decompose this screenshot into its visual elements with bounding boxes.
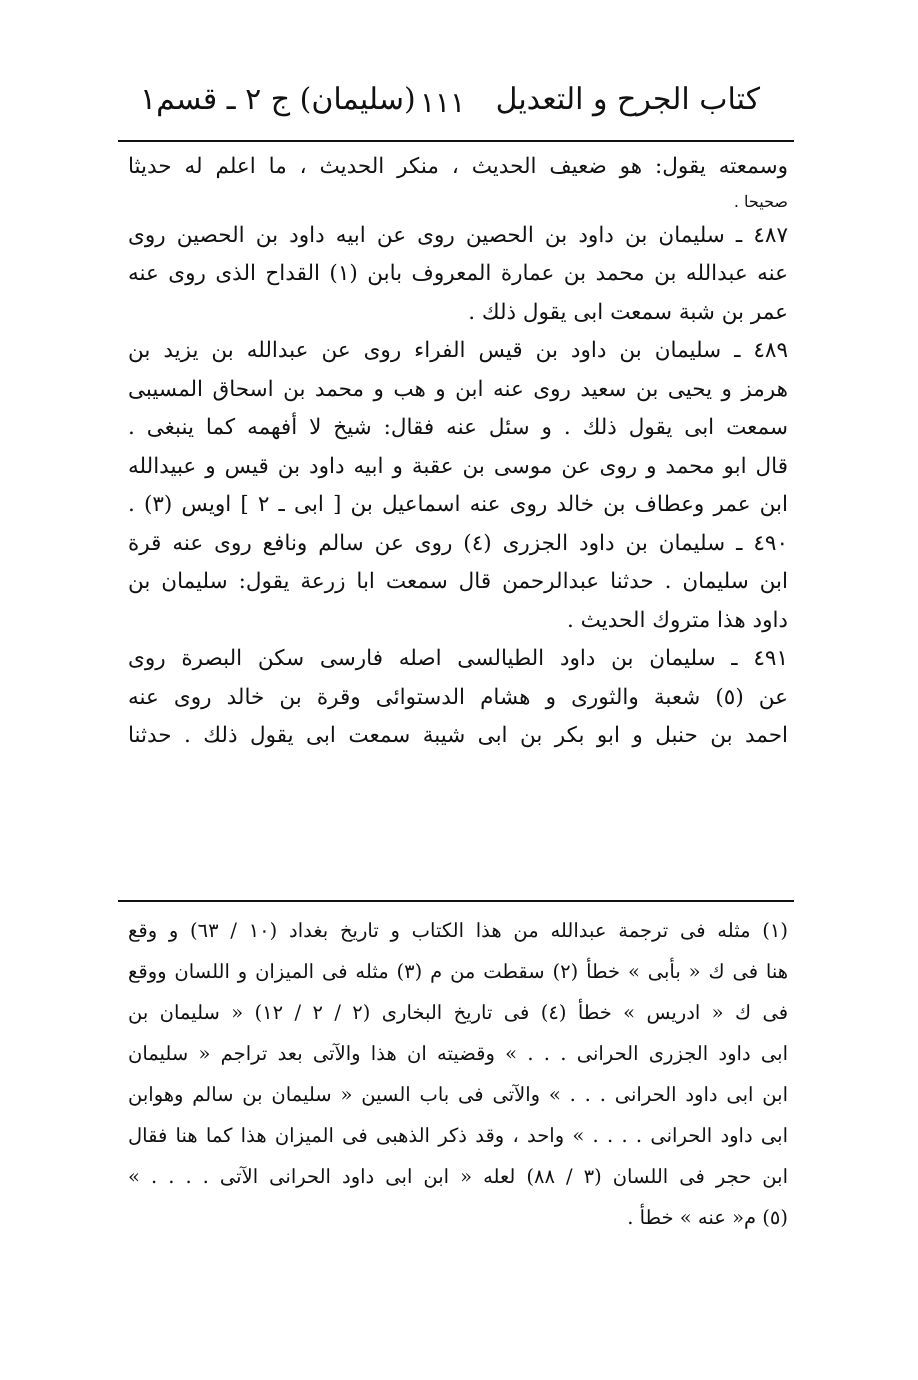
entry-491-line: ٤٩١ ـ سليمان بن داود الطيالسى اصله فارسى سكن البصرة روى — [128, 646, 788, 671]
section-label: (سليمان) ج ٢ ـ قسم١ — [140, 82, 416, 117]
footnote-line: هنا فى ك « بأبى » خطأ (٢) سقطت من م (٣) مثله فى الميزان و اللسان ووقع — [128, 960, 788, 983]
text-line: وسمعته يقول: هو ضعيف الحديث ، منكر الحديث ، ما اعلم له حديثا — [128, 154, 788, 179]
text-line: عمر بن شبة سمعت ابى يقول ذلك . — [468, 299, 788, 325]
header-divider — [118, 140, 794, 142]
main-text — [128, 148, 788, 756]
book-title: كتاب الجرح و التعديل — [495, 82, 760, 117]
footnote-line: (٥) م« عنه » خطأ . — [627, 1206, 788, 1229]
entry-490-line: ٤٩٠ ـ سليمان بن داود الجزرى (٤) روى عن سالم ونافع روى عنه قرة — [128, 530, 788, 556]
text-line: ابن عمر وعطاف بن خالد روى عنه اسماعيل بن [ ابى ـ ٢ ] اويس (٣) . — [128, 492, 788, 517]
footnote-line: ابن حجر فى اللسان (٣ / ٨٨) لعله « ابن ابى داود الحرانى الآتى . . . . » — [128, 1165, 788, 1188]
footnote-line: فى ك « ادريس » خطأ (٤) فى تاريخ البخارى (٢ / ٢ / ١٢) « سليمان بن — [128, 1001, 788, 1024]
text-line: احمد بن حنبل و ابو بكر بن ابى شيبة سمعت ابى يقول ذلك . حدثنا — [128, 723, 788, 748]
text-line: صحيحا . — [733, 191, 788, 211]
text-line: عن (٥) شعبة والثورى و هشام الدستوائى وقرة بن خالد روى عنه — [128, 684, 788, 710]
text-line: داود هذا متروك الحديث . — [566, 607, 788, 633]
text-line: عنه عبدالله بن محمد بن عمارة المعروف بابن (١) القداح الذى روى عنه — [128, 261, 788, 286]
entry-489-line: ٤٨٩ ـ سليمان بن داود بن قيس الفراء روى عن عبدالله بن يزيد بن — [128, 338, 788, 363]
text-line: ابن سليمان . حدثنا عبدالرحمن قال سمعت ابا زرعة يقول: سليمان بن — [128, 569, 788, 594]
entry-487-line: ٤٨٧ ـ سليمان بن داود بن الحصين روى عن ابيه داود بن الحصين روى — [128, 222, 788, 248]
page-number: ١١١ — [420, 86, 466, 119]
text-line: هرمز و يحيى بن سعيد روى عنه ابن و هب و محمد بن اسحاق المسيبى — [128, 376, 788, 402]
text-line: سمعت ابى يقول ذلك . و سئل عنه فقال: شيخ لا أفهمه كما ينبغى . — [128, 415, 788, 440]
page-header — [120, 78, 770, 130]
text-line: قال ابو محمد و روى عن موسى بن عقبة و ابيه داود بن قيس و عبيدالله — [128, 453, 788, 479]
footnotes — [128, 910, 788, 1238]
footnote-divider — [118, 900, 794, 902]
footnote-line: ابن ابى داود الحرانى . . . » والآتى فى باب السين « سليمان بن سالم وهوابن — [128, 1083, 788, 1106]
footnote-line: ابى داود الجزرى الحرانى . . . » وقضيته ان هذا والآتى بعد تراجم « سليمان — [128, 1042, 788, 1065]
footnote-line: ابى داود الحرانى . . . . » واحد ، وقد ذكر الذهبى فى الميزان هذا كما هنا فقال — [128, 1124, 788, 1147]
footnote-line: (١) مثله فى ترجمة عبدالله من هذا الكتاب و تاريخ بغداد (١٠ / ٦٣) و وقع — [128, 919, 788, 942]
